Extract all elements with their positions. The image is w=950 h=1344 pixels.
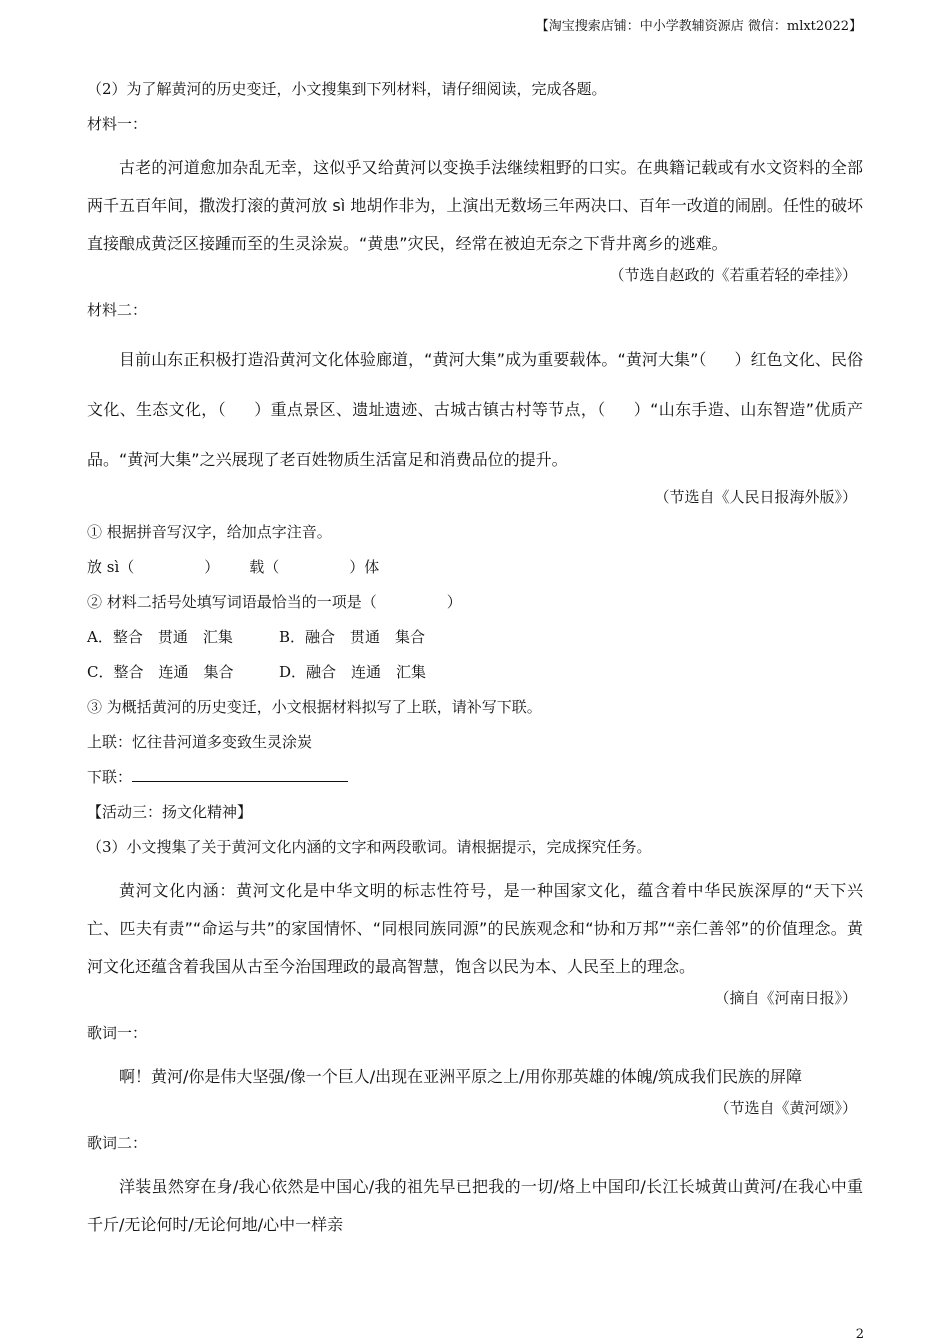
- subquestion-1: ① 根据拼音写汉字，给加点字注音。: [87, 523, 332, 541]
- material-2-part-d: ）“山东手造、山东智造”优质产品。“黄河大集”之兴展现了老百姓物质生活富足和消费品位的提升。: [87, 400, 863, 469]
- pinyin-row: 放 sì（ ） 载（ ）体: [87, 558, 380, 576]
- subquestion-3: ③ 为概括黄河的历史变迁，小文根据材料拟写了上联，请补写下联。: [87, 698, 542, 716]
- material-2-text: [87, 335, 863, 485]
- subquestion-2: ② 材料二括号处填写词语最恰当的一项是（ ）: [87, 593, 462, 611]
- culture-text: 黄河文化内涵：黄河文化是中华文明的标志性符号，是一种国家文化，蕴含着中华民族深厚的“天下兴亡、匹夫有责”“命运与共”的家国情怀、“同根同族同源”的民族观念和“协和万邦”“亲仁善邻”的价值理念。黄河文化还蕴含着我国从古至今治国理政的最高智慧，饱含以民为本、人民至上的理念。: [87, 881, 863, 976]
- material-1-label: 材料一：: [87, 115, 148, 133]
- question-3-intro: （3）小文搜集了关于黄河文化内涵的文字和两段歌词。请根据提示，完成探究任务。: [87, 838, 652, 856]
- material-1-text: 古老的河道愈加杂乱无幸，这似乎又给黄河以变换手法继续粗野的口实。在典籍记载或有水文资料的全部两千五百年间，撒泼打滚的黄河放 sì 地胡作非为，上演出无数场三年两决口、百年一改道的闹剧。任性的破坏直接酿成黄泛区接踵而至的生灵涂炭。“黄患”灾民，经常在被迫无奈之下背井离乡的逃难。: [87, 158, 863, 253]
- lyric-1-text: 啊！黄河/你是伟大坚强/像一个巨人/出现在亚洲平原之上/用你那英雄的体魄/筑成我们民族的屏障: [119, 1067, 802, 1086]
- question-2-intro: （2）为了解黄河的历史变迁，小文搜集到下列材料，请仔细阅读，完成各题。: [87, 80, 607, 98]
- material-1-source: （节选自赵政的《若重若轻的牵挂》）: [609, 266, 857, 284]
- options-row-1: [87, 627, 863, 647]
- lower-couplet: 下联：: [87, 767, 863, 787]
- option-d: D．融合 连通 汇集: [279, 663, 427, 681]
- upper-couplet: 上联：忆往昔河道多变致生灵涂炭: [87, 733, 313, 751]
- activity-3-title: 【活动三：扬文化精神】: [87, 803, 253, 821]
- answer-line[interactable]: [132, 767, 348, 782]
- material-2-part-a: 目前山东正积极打造沿黄河文化体验廊道，“黄河大集”成为重要载体。“黄河大集”（: [119, 350, 707, 369]
- material-2-label: 材料二：: [87, 301, 148, 319]
- lyric-2-text: 洋装虽然穿在身/我心依然是中国心/我的祖先早已把我的一切/烙上中国印/长江长城黄山黄河/在我心中重千斤/无论何时/无论何地/心中一样亲: [87, 1177, 863, 1234]
- lyric-1-label: 歌词一：: [87, 1024, 148, 1042]
- material-2-part-c: ）重点景区、遗址遗迹、古城古镇古村等节点，（: [253, 400, 606, 419]
- culture-source: （摘自《河南日报》）: [714, 989, 857, 1007]
- options-row-2: [87, 662, 863, 682]
- option-a: A．整合 贯通 汇集: [87, 628, 233, 646]
- material-2-part-b: ）红色文化、民俗文化、生态文化，（: [87, 350, 863, 419]
- option-b: B．融合 贯通 集合: [279, 628, 426, 646]
- page-number: 2: [855, 1327, 864, 1342]
- page-header: 【淘宝搜索店铺：中小学教辅资源店 微信：mlxt2022】: [535, 19, 862, 34]
- material-2-source: （节选自《人民日报海外版》）: [654, 488, 857, 506]
- lyric-2-label: 歌词二：: [87, 1134, 148, 1152]
- option-c: C．整合 连通 集合: [87, 663, 234, 681]
- document-body: [87, 79, 863, 1246]
- lyric-1-source: （节选自《黄河颂》）: [714, 1099, 857, 1117]
